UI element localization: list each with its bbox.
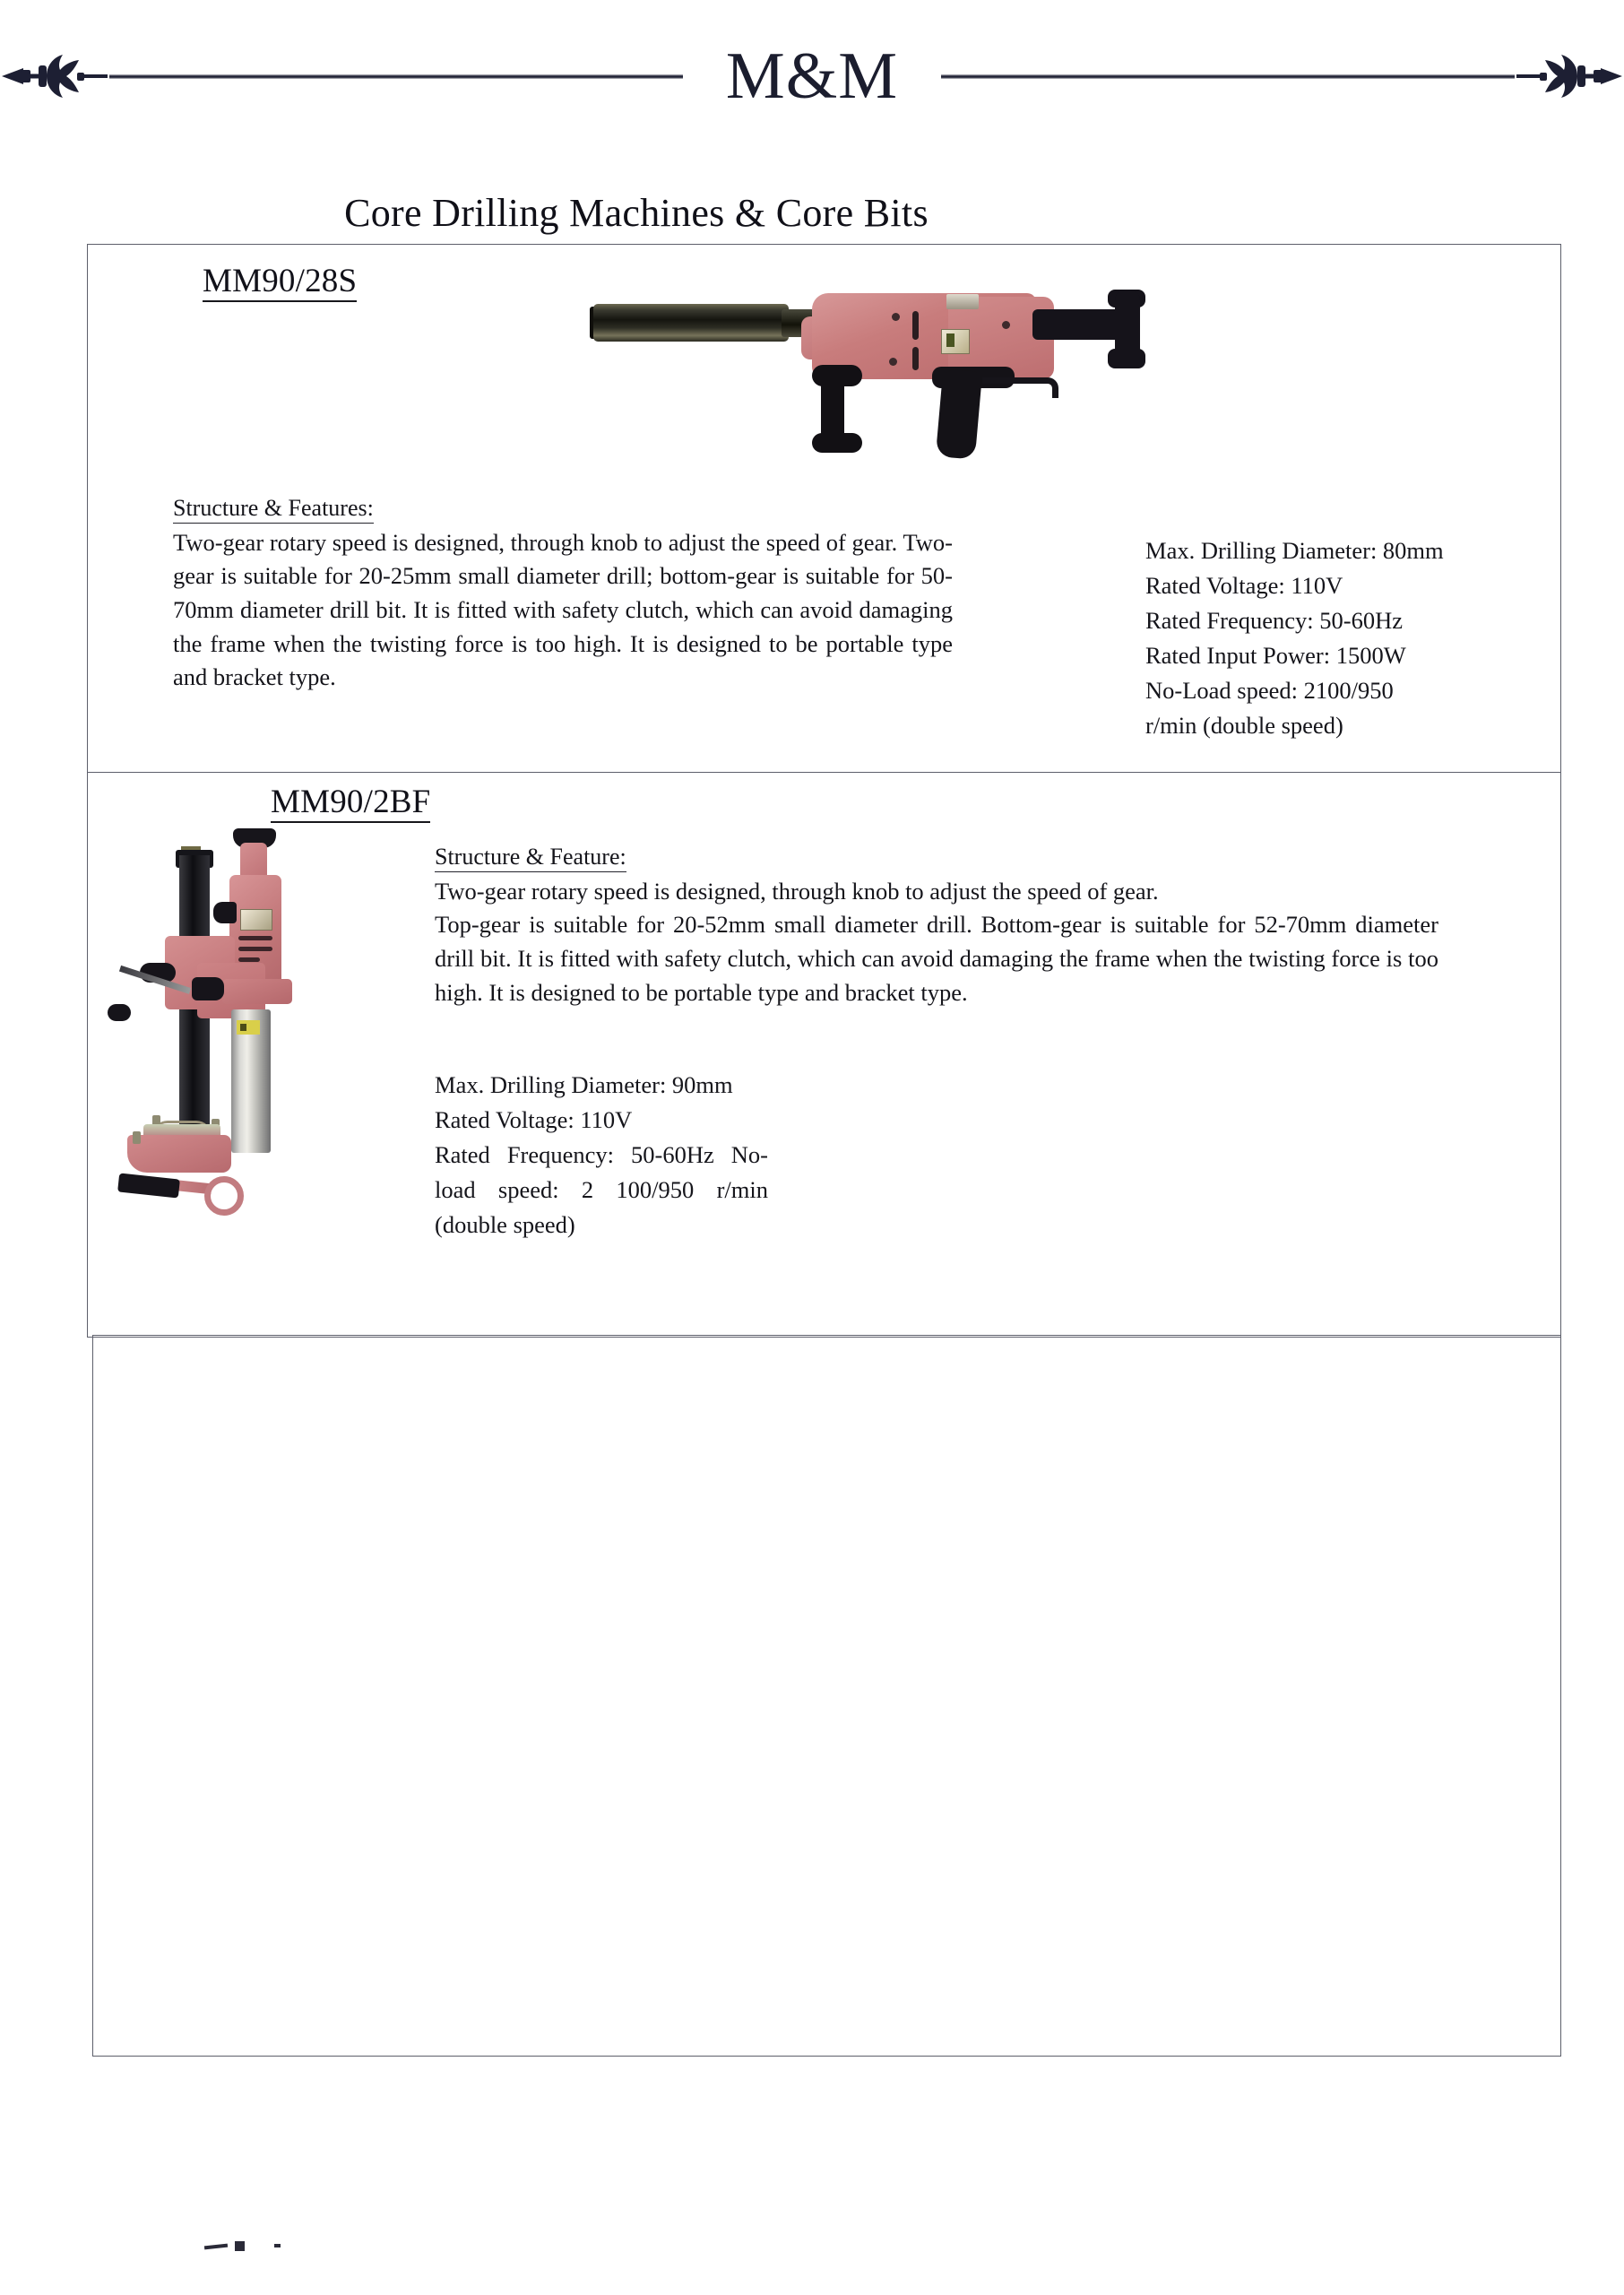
product-panel-mm90-28s xyxy=(88,245,1560,772)
scan-artifact-mark xyxy=(274,2244,281,2247)
product-panel-mm90-2bf xyxy=(88,772,1560,1337)
product-description-block xyxy=(435,843,1438,1009)
spec-item: Rated Frequency: 50-60Hz No-load speed: 2 100/950 r/min (double speed) xyxy=(435,1140,768,1238)
page-title: Core Drilling Machines & Core Bits xyxy=(344,191,929,235)
product-specs-block xyxy=(435,1068,768,1243)
scan-artifact-mark xyxy=(235,2241,245,2251)
spec-item: Max. Drilling Diameter: 80mm xyxy=(1145,537,1444,564)
handheld-core-drill-photo xyxy=(590,270,1163,458)
product-frame xyxy=(87,244,1561,1338)
product-specs-block xyxy=(1145,533,1531,743)
header-rule-right xyxy=(941,74,1515,79)
features-text-line-2: Top-gear is suitable for 20-52mm small diameter drill. Bottom-gear is suitable for 52-70mm diameter drill bit. It is fitted with safety clutch, which can avoid damaging the frame when the twisting force is too high. It is designed to be portable type and bracket type. xyxy=(435,911,1438,1006)
brand-wordmark: M&M xyxy=(725,39,899,113)
spear-ornament-right-icon xyxy=(1516,40,1624,112)
spec-item: Max. Drilling Diameter: 90mm xyxy=(435,1071,733,1098)
product-model-label: MM90/2BF xyxy=(271,785,430,823)
spec-item: Rated Frequency: 50-60Hz xyxy=(1145,606,1403,634)
features-text-line-1: Two-gear rotary speed is designed, through knob to adjust the speed of gear. xyxy=(435,877,1159,905)
scan-artifact-mark xyxy=(204,2244,228,2250)
features-heading: Structure & Features: xyxy=(173,494,374,524)
features-text: Two-gear rotary speed is designed, through knob to adjust the speed of gear. Two-gear is suitable for 20-25mm small diameter drill; bottom-gear is suitable for 50-70mm diameter drill bit. It is fitted with safety clutch, which can avoid damaging the frame when the twisting force is too high. It is designed to be portable type and bracket type. xyxy=(173,528,953,691)
spear-ornament-left-icon xyxy=(0,40,108,112)
spec-item: Rated Voltage: 110V xyxy=(1145,571,1343,599)
page-header xyxy=(0,27,1624,126)
empty-content-panel xyxy=(92,1335,1561,2057)
spec-item: r/min (double speed) xyxy=(1145,711,1343,739)
product-description-block xyxy=(173,494,953,695)
features-heading: Structure & Feature: xyxy=(435,843,626,872)
spec-item: Rated Input Power: 1500W xyxy=(1145,641,1406,669)
header-rule-left xyxy=(109,74,683,79)
product-model-label: MM90/28S xyxy=(203,264,357,302)
spec-item: Rated Voltage: 110V xyxy=(435,1105,633,1133)
spec-item: No-Load speed: 2100/950 xyxy=(1145,676,1394,704)
rig-mounted-core-drill-photo xyxy=(97,819,366,1241)
